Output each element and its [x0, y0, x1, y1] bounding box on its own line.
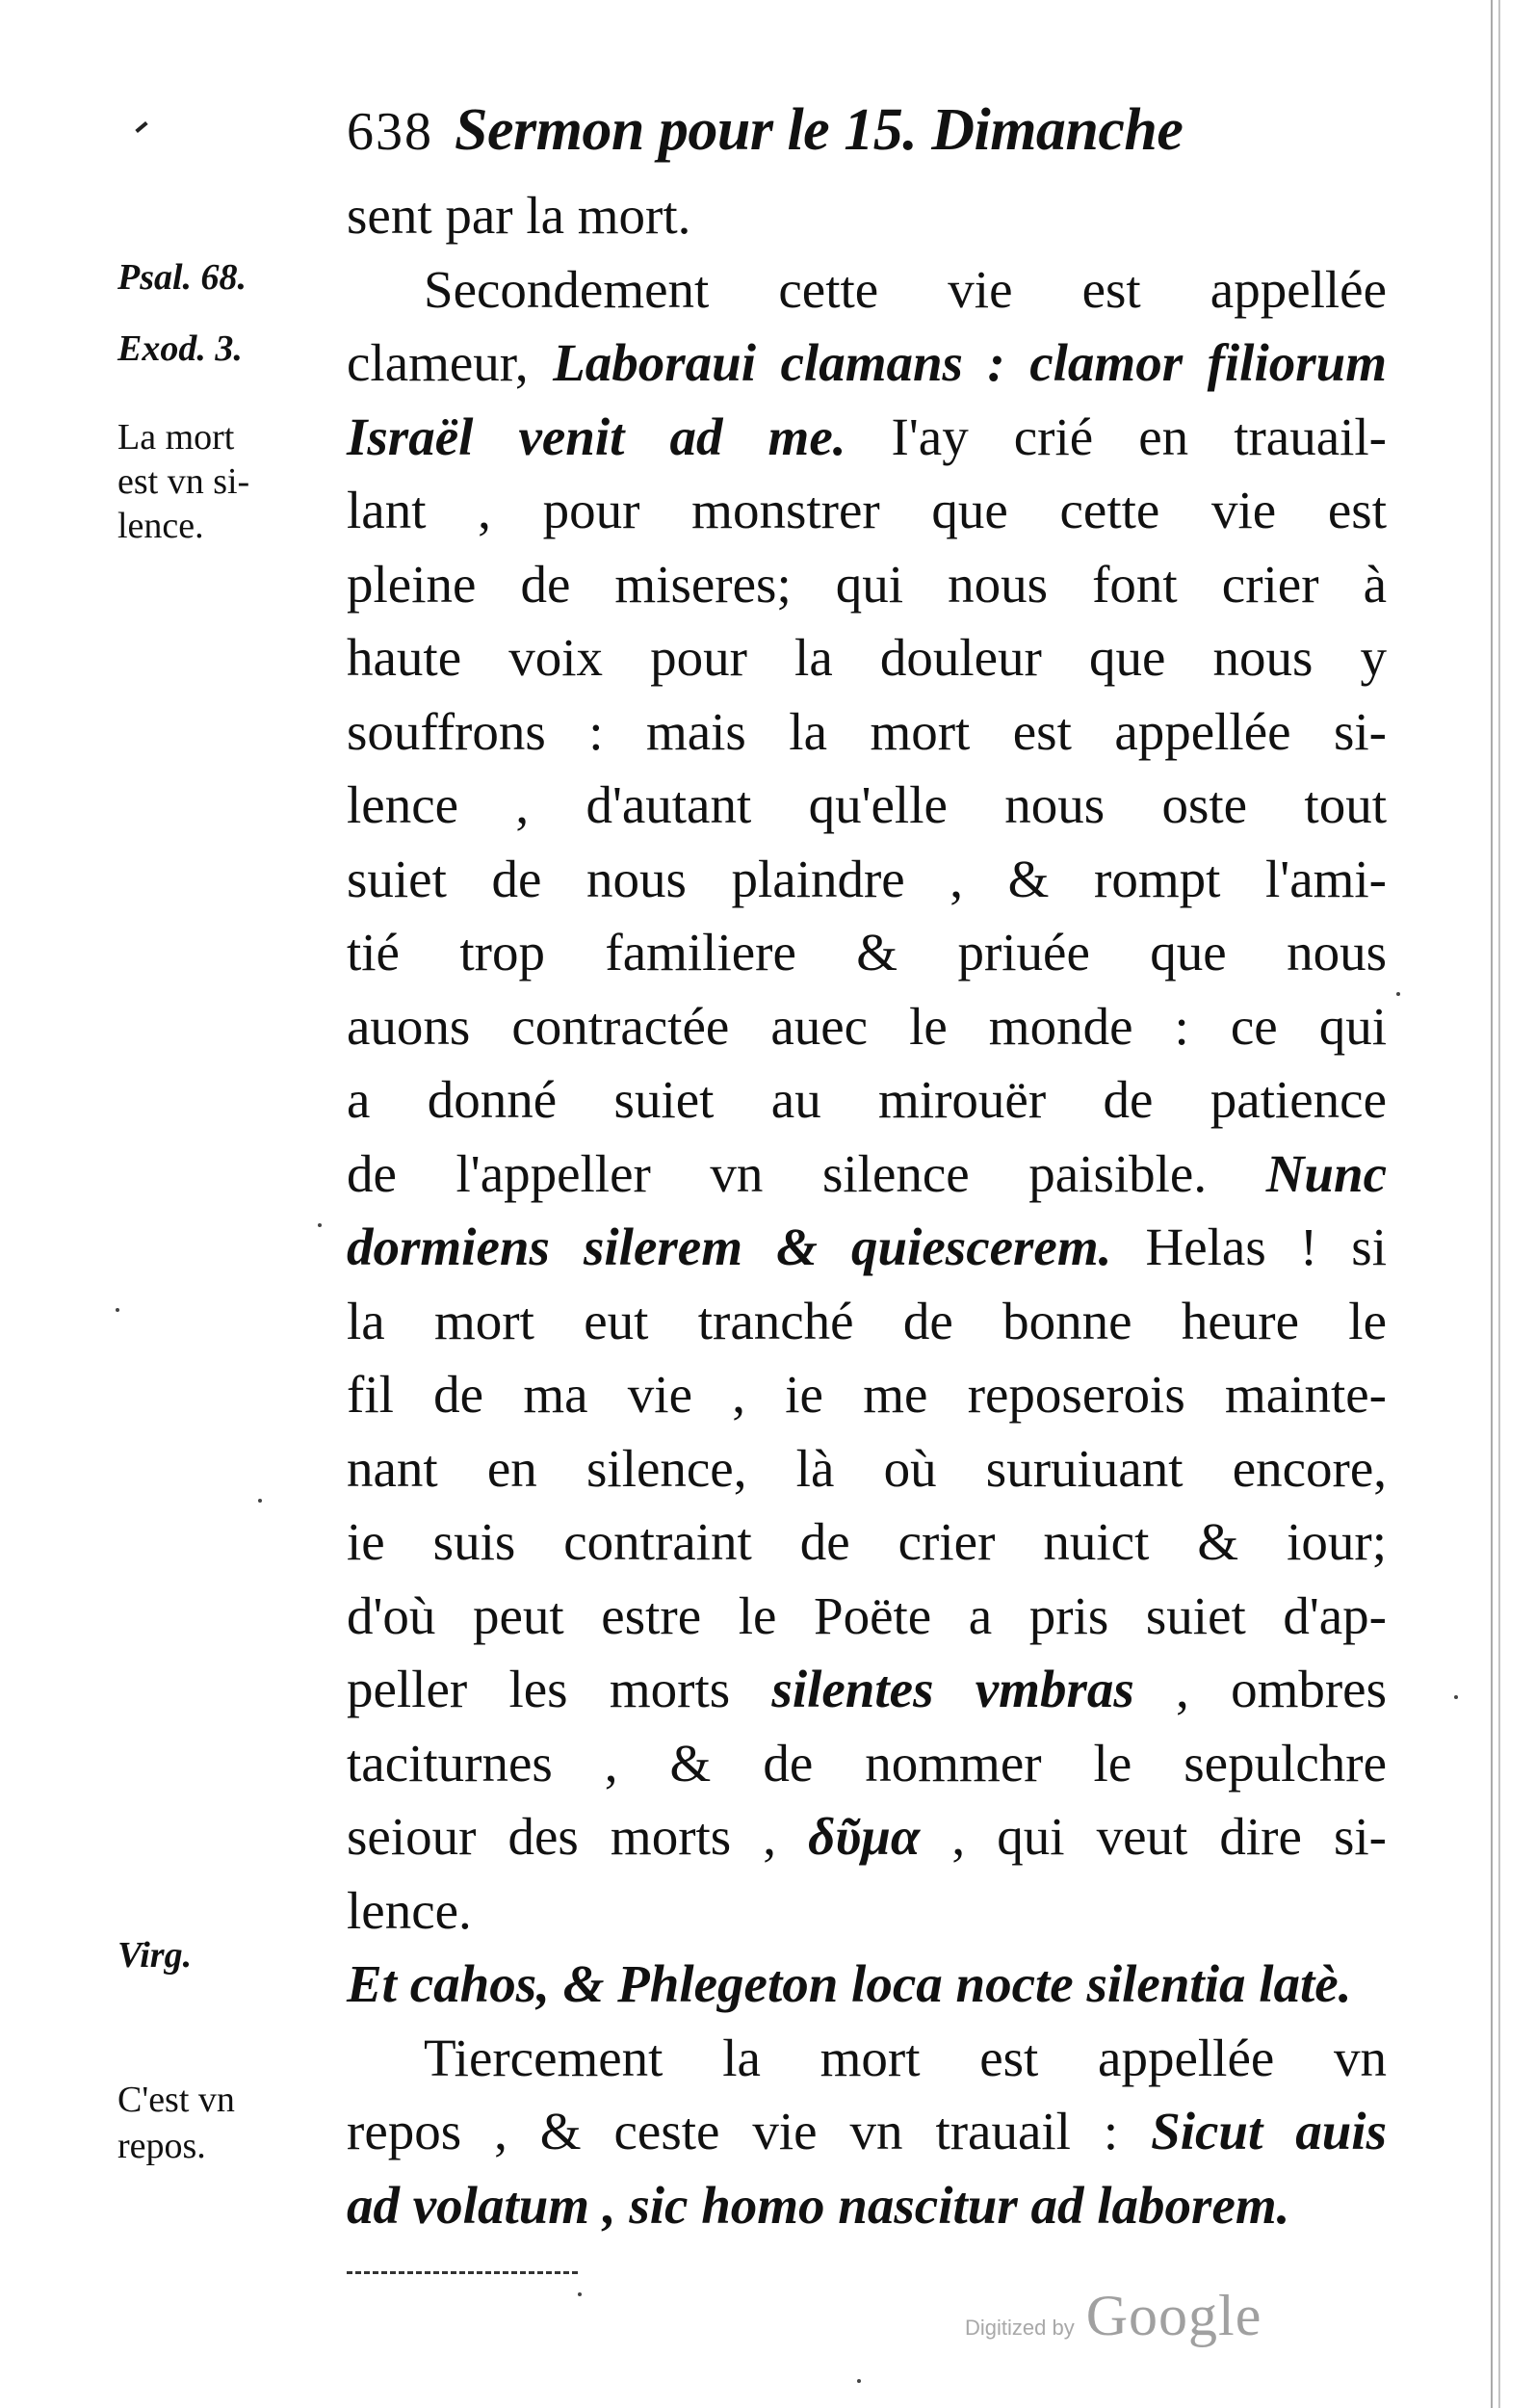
- page-edge-shadow: [1491, 0, 1493, 2408]
- ink-speck: [857, 2379, 861, 2383]
- text-line: lence , d'autant qu'elle nous oste tout: [347, 775, 1387, 834]
- text-line: dormiens silerem & quiescerem. Helas ! si: [347, 1217, 1387, 1276]
- latin-quote: silentes vmbras: [771, 1660, 1134, 1718]
- text-line: Israël venit ad me. I'ay crié en trauail-: [347, 406, 1387, 466]
- ink-underline: [347, 2271, 578, 2274]
- google-logo: Google: [1085, 2284, 1262, 2347]
- text-line: Tiercement la mort est appellée vn: [424, 2028, 1387, 2087]
- watermark-label: Digitized by: [965, 2316, 1075, 2340]
- text-line: clameur, Laboraui clamans : clamor filiorum: [347, 333, 1388, 392]
- text-line: peller les morts silentes vmbras , ombres: [347, 1660, 1387, 1718]
- text-line: de l'appeller vn silence paisible. Nunc: [347, 1143, 1388, 1203]
- margin-note-silence-2: est vn si-: [117, 461, 250, 502]
- text-line: fil de ma vie , ie me reposerois mainte-: [347, 1365, 1387, 1424]
- margin-note-repos-2: repos.: [117, 2126, 206, 2166]
- latin-quote: dormiens silerem & quiescerem.: [347, 1217, 1112, 1276]
- text-line: souffrons : mais la mort est appellée si-: [347, 701, 1387, 761]
- margin-note-exod: Exod. 3.: [117, 328, 243, 369]
- latin-quote: ad volatum , sic homo nascitur ad laborem.: [347, 2175, 1290, 2235]
- page-edge-shadow: [1498, 0, 1500, 2408]
- sermon-text: [347, 179, 1387, 2242]
- ink-speck: [1454, 1695, 1458, 1699]
- margin-note-psal: Psal. 68.: [117, 257, 247, 298]
- margin-note-virg: Virg.: [117, 1935, 193, 1976]
- text-line: Secondement cette vie est appellée: [424, 259, 1387, 319]
- latin-quote: Israël venit ad me.: [347, 406, 846, 466]
- ink-speck: [318, 1223, 322, 1227]
- text-line: seiour des morts , δῦμα , qui veut dire si-: [347, 1807, 1387, 1866]
- running-header: [347, 96, 1310, 173]
- text-line: repos , & ceste vie vn trauail : Sicut auis: [347, 2102, 1387, 2160]
- ink-speck: [578, 2292, 582, 2296]
- text-line: haute voix pour la douleur que nous y: [347, 628, 1387, 687]
- text-line: taciturnes , & de nommer le sepulchre: [347, 1733, 1387, 1793]
- margin-note-silence-3: lence.: [117, 506, 204, 546]
- latin-quote: Nunc: [1207, 1143, 1388, 1203]
- text-line: suiet de nous plaindre , & rompt l'ami-: [347, 849, 1387, 908]
- text-line: lence.: [347, 1880, 472, 1940]
- text-line: la mort eut tranché de bonne heure le: [347, 1291, 1387, 1350]
- text-line: ie suis contraint de crier nuict & iour;: [347, 1512, 1387, 1571]
- page-number: 638: [347, 102, 433, 162]
- greek-word: δῦμα: [808, 1807, 921, 1866]
- text-line: a donné suiet au mirouër de patience: [347, 1070, 1387, 1129]
- running-title: Sermon pour le 15. Dimanche: [455, 97, 1184, 163]
- margin-note-silence-1: La mort: [117, 417, 235, 458]
- text-line: auons contractée auec le monde : ce qui: [347, 996, 1387, 1056]
- ink-mark: [135, 121, 147, 133]
- ink-speck: [116, 1308, 119, 1312]
- digitized-watermark: [965, 2283, 1262, 2349]
- text-line: pleine de miseres; qui nous font crier à: [347, 554, 1387, 614]
- verse-quote: Et cahos, & Phlegeton loca nocte silentia latè.: [347, 1954, 1352, 2013]
- text-line: nant en silence, là où suruiuant encore,: [347, 1438, 1387, 1498]
- latin-quote: Sicut auis: [1118, 2102, 1387, 2160]
- ink-speck: [258, 1499, 262, 1503]
- text-line: sent par la mort.: [347, 186, 691, 245]
- text-line: lant , pour monstrer que cette vie est: [347, 481, 1387, 539]
- margin-note-repos-1: C'est vn: [117, 2080, 235, 2120]
- text-line: d'où peut estre le Poëte a pris suiet d'ap-: [347, 1585, 1387, 1645]
- text-line: tié trop familiere & priuée que nous: [347, 923, 1387, 982]
- latin-quote: Laboraui clamans : clamor filiorum: [553, 333, 1388, 392]
- ink-speck: [1396, 992, 1400, 996]
